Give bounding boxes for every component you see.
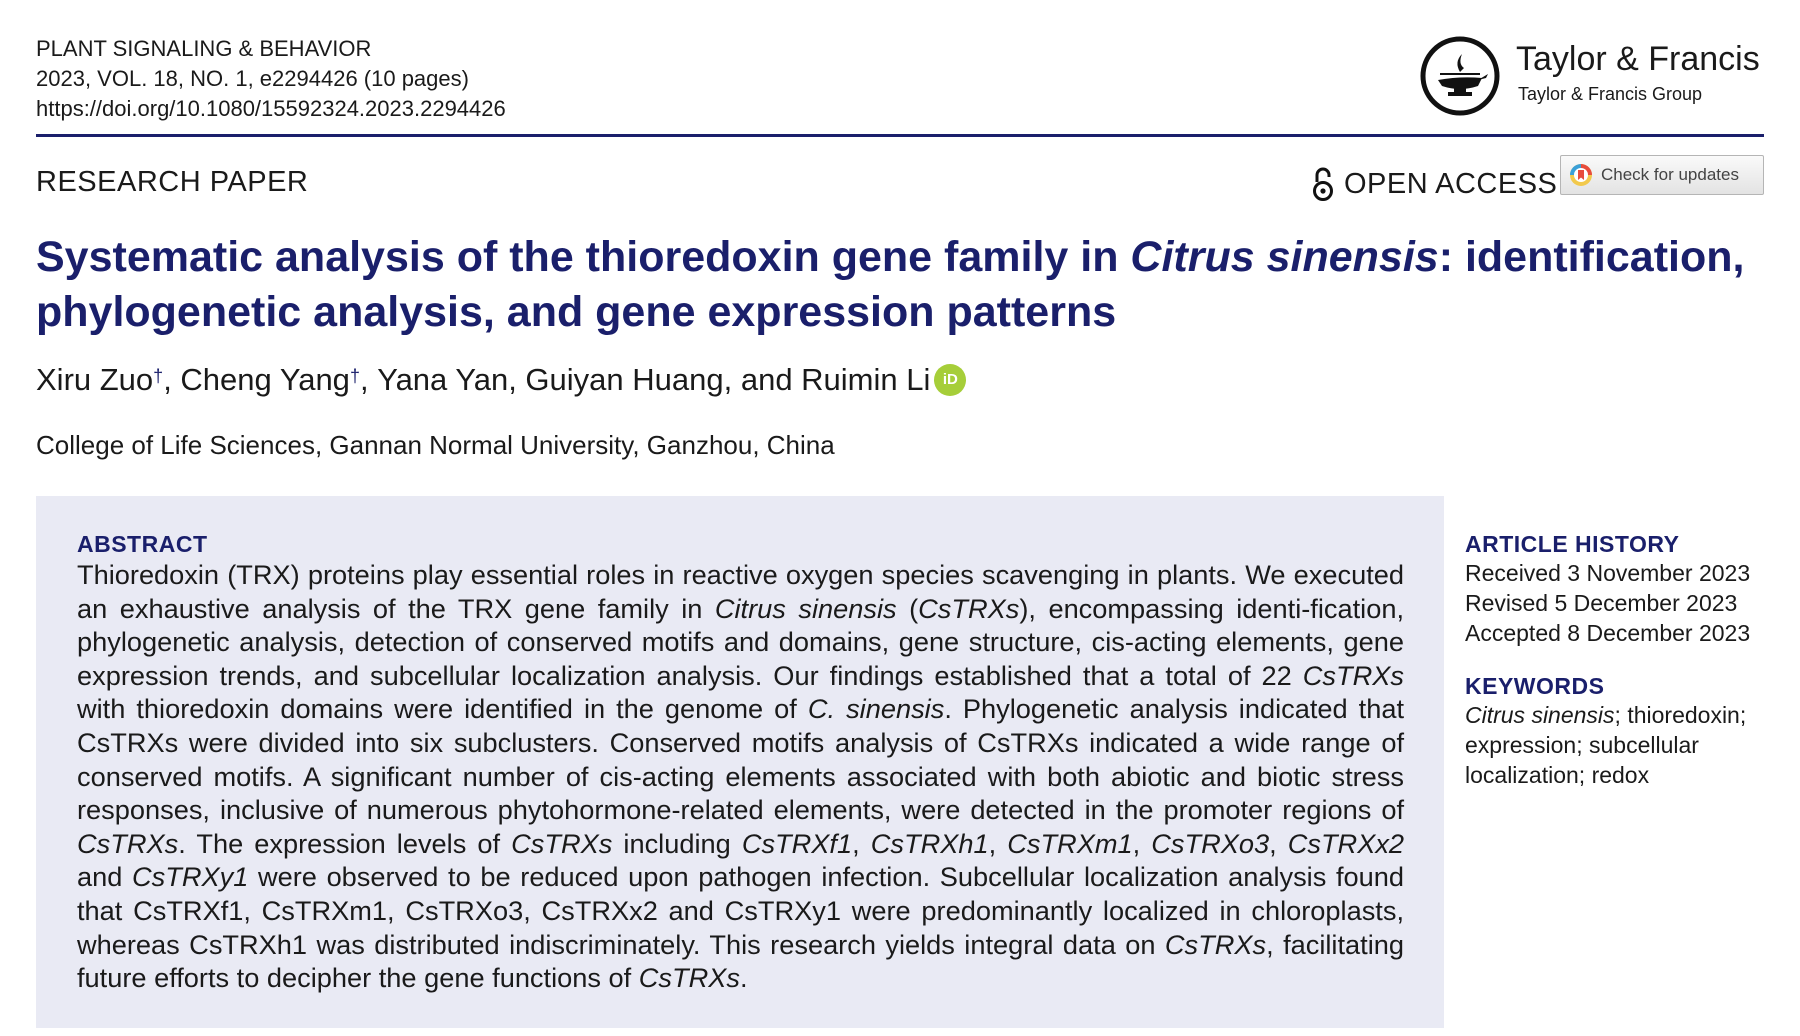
history-revised: Revised 5 December 2023 — [1465, 590, 1738, 616]
gene-name: CsTRXm1 — [1007, 827, 1133, 859]
title-species: Citrus sinensis — [1130, 233, 1439, 281]
gene-name: CsTRXf1 — [741, 827, 853, 859]
crossmark-icon — [1569, 163, 1593, 187]
abstract-italic: C. sinensis — [807, 693, 945, 725]
author-1-dagger: † — [153, 365, 164, 386]
author-2[interactable]: Cheng Yang — [180, 362, 350, 397]
abstract-seg: Thioredoxin (TRX) proteins play essential roles in reactive oxygen species scavenging in plants. We executed an exhaustive analysis of the TRX gene family in — [77, 559, 1404, 624]
check-for-updates-button[interactable] — [1560, 155, 1764, 195]
check-for-updates-label: Check for updates — [1601, 165, 1739, 184]
abstract-seg: , — [1269, 827, 1288, 859]
gene-name: CsTRXx2 — [1287, 827, 1405, 859]
article-history-heading: ARTICLE HISTORY — [1465, 531, 1680, 557]
abstract-seg: , — [852, 827, 871, 859]
author-sep-2: , — [359, 362, 378, 397]
abstract-seg: . Phylogenetic analysis indicated that CsTRXs were divided into six subclusters. Conserved motifs analysis of CsTRXs indicated a wide range of conserved motifs. A significant number of cis-acting elements associated with both abiotic and biotic stress responses, inclusive of numerous phytohormone-related elements, were detected in the promoter regions of — [77, 693, 1404, 826]
taylor-francis-lamp-logo-icon — [1420, 36, 1500, 116]
open-access-label: OPEN ACCESS — [1344, 167, 1558, 200]
abstract-italic: CsTRXs — [77, 827, 179, 859]
title-part-1: Systematic analysis of the thioredoxin gene family in — [36, 233, 1131, 281]
title-line-1 — [36, 230, 1776, 285]
title-line-2: phylogenetic analysis, and gene expression patterns — [36, 288, 1117, 336]
abstract-seg: including — [612, 827, 742, 859]
journal-doi-link[interactable]: https://doi.org/10.1080/15592324.2023.2294426 — [36, 96, 506, 121]
abstract-italic: Citrus sinensis — [714, 592, 897, 624]
journal-name: PLANT SIGNALING & BEHAVIOR — [36, 36, 372, 61]
author-rest[interactable]: Yana Yan, Guiyan Huang, and Ruimin Li — [377, 362, 931, 397]
title-part-2: : identification, — [1438, 233, 1745, 281]
journal-issue: 2023, VOL. 18, NO. 1, e2294426 (10 pages) — [36, 66, 469, 91]
abstract-seg: , — [1132, 827, 1152, 859]
abstract-seg: . The expression levels of — [178, 827, 512, 859]
keywords-heading: KEYWORDS — [1465, 673, 1605, 699]
abstract-italic: CsTRXs — [918, 592, 1020, 624]
open-access-lock-icon — [1312, 166, 1334, 202]
abstract-seg: with thioredoxin domains were identified in the genome of — [77, 693, 808, 725]
header-divider — [36, 134, 1764, 137]
paper-title — [36, 230, 1776, 340]
open-access-badge — [1312, 164, 1557, 204]
keyword-1[interactable]: Citrus sinensis — [1465, 702, 1615, 728]
paper-type-label: RESEARCH PAPER — [36, 166, 309, 198]
gene-name: CsTRXh1 — [870, 827, 989, 859]
abstract-seg: were observed to be reduced upon pathogen infection. Subcellular localization analysis found that CsTRXf1, CsTRXm1, CsTRXo3, CsTRXx2 and CsTRXy1 were predominantly localized in chloroplasts, whereas CsTRXh1 was distributed indiscriminately. This research yields integral data on — [77, 861, 1404, 960]
history-accepted: Accepted 8 December 2023 — [1465, 620, 1751, 646]
author-1[interactable]: Xiru Zuo — [36, 362, 154, 397]
abstract-seg: ), encompassing identi-fication, phylogenetic analysis, detection of conserved motifs and domains, gene structure, cis-acting elements, gene expression trends, and subcellular localization analysis. Our findings established that a total of 22 — [77, 592, 1404, 691]
orcid-icon[interactable]: iD — [934, 364, 966, 396]
history-received: Received 3 November 2023 — [1465, 560, 1751, 586]
keywords-rest[interactable]: ; thioredoxin; expression; subcellular localization; redox — [1465, 702, 1747, 788]
author-2-dagger: † — [349, 365, 360, 386]
abstract-heading: ABSTRACT — [77, 531, 208, 557]
abstract-seg: ( — [896, 592, 919, 624]
keywords-list — [1465, 700, 1765, 790]
abstract-seg: and — [77, 861, 133, 893]
abstract-seg: , facilitating future efforts to decipher the gene functions of — [77, 928, 1404, 994]
publisher-name: Taylor & Francis — [1516, 40, 1760, 78]
article-history — [1465, 558, 1785, 648]
abstract-italic: CsTRXs — [1164, 928, 1267, 960]
gene-name: CsTRXo3 — [1151, 827, 1270, 859]
author-sep-1: , — [163, 362, 181, 397]
abstract-seg: , — [988, 827, 1008, 859]
author-list — [36, 362, 966, 398]
abstract-seg: . — [739, 962, 748, 994]
abstract-italic: CsTRXs — [1302, 659, 1404, 691]
abstract-panel — [36, 496, 1444, 1028]
article-sidebar — [1465, 530, 1785, 790]
gene-name: CsTRXy1 — [132, 861, 249, 893]
journal-info — [36, 34, 506, 124]
abstract-text — [77, 558, 1404, 995]
affiliation: College of Life Sciences, Gannan Normal University, Ganzhou, China — [36, 430, 835, 460]
abstract-italic: CsTRXs — [511, 827, 613, 859]
abstract-italic: CsTRXs — [638, 962, 740, 994]
publisher-brand — [1420, 34, 1770, 118]
publisher-group: Taylor & Francis Group — [1518, 84, 1703, 104]
